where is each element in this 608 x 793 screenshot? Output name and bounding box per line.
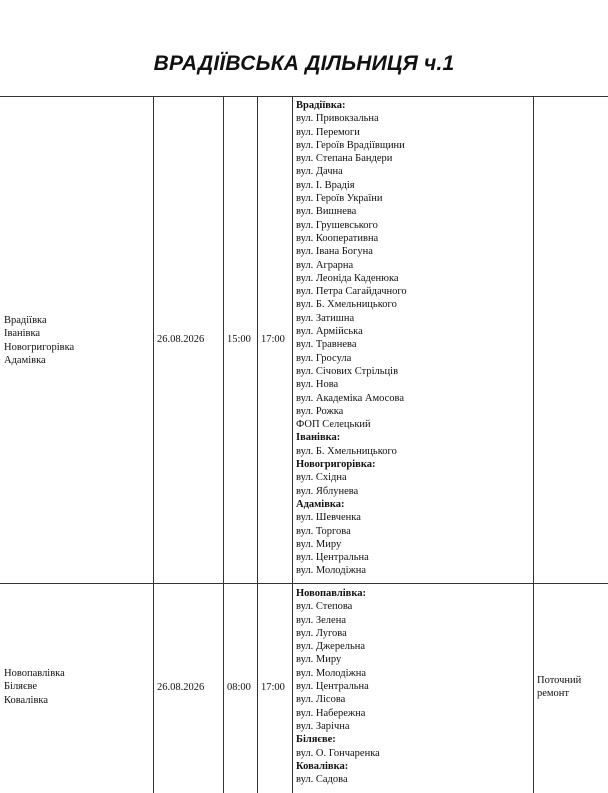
street-item: вул. Зарічна xyxy=(296,720,350,732)
settlement-heading: Ковалівка: xyxy=(296,760,349,772)
note-cell: Поточний ремонт xyxy=(537,675,582,700)
end-time-cell: 17:00 xyxy=(261,682,285,693)
street-item: вул. Перемоги xyxy=(296,126,360,138)
settlement-name: Новопавлівка xyxy=(4,668,65,679)
street-item: вул. Центральна xyxy=(296,681,369,693)
row-divider xyxy=(0,96,608,97)
street-item: вул. Нова xyxy=(296,379,339,391)
settlements-cell xyxy=(4,314,150,367)
street-item: вул. Степана Бандери xyxy=(296,153,393,165)
street-item: вул. Гросула xyxy=(296,352,352,364)
settlement-name: Ковалівка xyxy=(4,694,49,706)
settlement-heading: Новопавлівка: xyxy=(296,588,366,599)
street-item: вул. Лісова xyxy=(296,694,346,706)
streets-cell xyxy=(296,587,531,786)
column-divider xyxy=(153,96,154,793)
date-cell: 26.08.2026 xyxy=(157,334,205,345)
settlement-name: Біляєве xyxy=(4,681,38,693)
street-item: вул. Петра Сагайдачного xyxy=(296,286,407,298)
settlement-heading: Іванівка: xyxy=(296,432,341,444)
street-item: вул. Леоніда Каденюка xyxy=(296,272,399,284)
street-item: вул. Яблунева xyxy=(296,485,359,497)
street-item: вул. Героїв України xyxy=(296,193,383,205)
start-time-cell: 08:00 xyxy=(227,682,251,693)
street-item: вул. Молодіжна xyxy=(296,667,367,679)
street-item: вул. Армійська xyxy=(296,326,363,338)
column-divider xyxy=(257,96,258,793)
settlement-heading: Врадіївка: xyxy=(296,100,346,111)
street-item: ФОП Селецький xyxy=(296,419,371,431)
street-item: вул. Миру xyxy=(296,654,342,666)
street-item: вул. Миру xyxy=(296,538,342,550)
date-cell: 26.08.2026 xyxy=(157,682,205,693)
street-item: вул. Шевченка xyxy=(296,512,361,524)
column-divider xyxy=(533,96,534,793)
street-item: вул. Б. Хмельницького xyxy=(296,445,397,457)
street-item: вул. Кооперативна xyxy=(296,232,379,244)
street-item: вул. Дачна xyxy=(296,166,343,178)
street-item: вул. Рожка xyxy=(296,405,344,417)
street-item: вул. Б. Хмельницького xyxy=(296,299,397,311)
settlement-heading: Новогригорівка: xyxy=(296,459,376,471)
street-item: вул. Затишна xyxy=(296,312,355,324)
street-item: вул. Степова xyxy=(296,601,353,613)
street-item: вул. Привокзальна xyxy=(296,113,379,125)
street-item: вул. Східна xyxy=(296,472,347,484)
street-item: вул. Лугова xyxy=(296,627,347,639)
settlement-name: Іванівка xyxy=(4,328,41,340)
start-time-cell: 15:00 xyxy=(227,334,251,345)
street-item: вул. Січових Стрільців xyxy=(296,365,399,377)
settlement-name: Врадіївка xyxy=(4,315,47,326)
street-item: вул. Героїв Врадіївщини xyxy=(296,139,405,151)
column-divider xyxy=(292,96,293,793)
street-item: вул. О. Гончаренка xyxy=(296,747,380,759)
street-item: вул. Джерельна xyxy=(296,641,366,653)
street-item: вул. Академіка Амосова xyxy=(296,392,404,404)
street-item: вул. І. Врадія xyxy=(296,179,355,191)
column-divider xyxy=(223,96,224,793)
street-item: вул. Зелена xyxy=(296,614,346,626)
street-item: вул. Івана Богуна xyxy=(296,246,373,258)
street-item: вул. Садова xyxy=(296,774,348,786)
street-item: вул. Травнева xyxy=(296,339,357,351)
settlement-name: Новогригорівка xyxy=(4,341,75,353)
row-divider xyxy=(0,583,608,584)
streets-cell xyxy=(296,99,531,578)
settlements-cell xyxy=(4,667,150,707)
street-item: вул. Вишнева xyxy=(296,206,357,218)
end-time-cell: 17:00 xyxy=(261,334,285,345)
settlement-heading: Біляєве: xyxy=(296,734,336,746)
street-item: вул. Аграрна xyxy=(296,259,354,271)
street-item: вул. Грушевського xyxy=(296,219,378,231)
street-item: вул. Торгова xyxy=(296,525,351,537)
schedule-table xyxy=(0,96,608,793)
street-item: вул. Центральна xyxy=(296,552,369,564)
settlement-name: Адамівка xyxy=(4,354,46,366)
street-item: вул. Набережна xyxy=(296,707,366,719)
settlement-heading: Адамівка: xyxy=(296,498,345,510)
street-item: вул. Молодіжна xyxy=(296,565,367,577)
page-title: ВРАДІЇВСЬКА ДІЛЬНИЦЯ ч.1 xyxy=(153,52,455,75)
